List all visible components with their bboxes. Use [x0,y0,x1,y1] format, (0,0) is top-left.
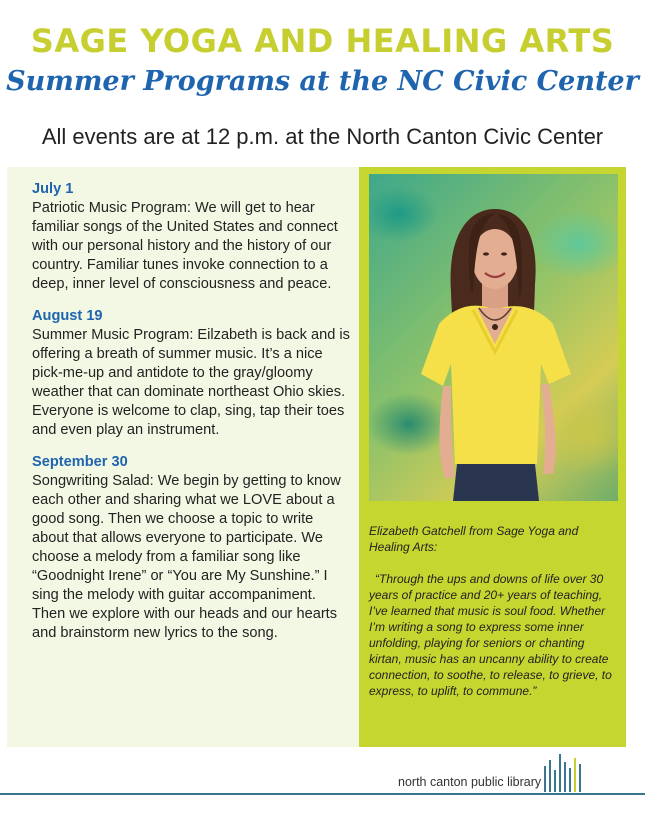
event-item [32,180,352,294]
page-title: SAGE YOGA AND HEALING ARTS [30,22,615,60]
event-description: Patriotic Music Program: We will get to hear familiar songs of the United States and connect with our personal history and the history of our country. Familiar tunes invoke connection to a deep, inner level of consciousness and peace. [32,200,338,292]
event-item [32,453,352,643]
library-name: north canton public library [398,775,542,789]
event-date: July 1 [32,181,74,197]
bottom-rule [0,793,645,795]
caption-quote: “Through the ups and downs of life over 30 years of practice and 20+ years of teaching, I’ve learned that music is soul food. Whether I’m writing a song to express some inner unfolding, playing for seniors or chanting kirtan, music has an uncanny ability to create connection, to soothe, to release, to grieve, to express, to uplift, to commune.” [369,572,612,698]
event-date: August 19 [32,308,103,324]
caption-credit: Elizabeth Gatchell from Sage Yoga and Healing Arts: [369,524,579,554]
photo-caption [369,523,619,699]
event-description: Summer Music Program: Eilzabeth is back and is offering a breath of summer music. It’s a nice pick-me-up and antidote to the gray/gloomy weather that can dominate northeast Ohio skies. Everyone is welcome to clap, sing, tap their toes and even play an instrument. [32,327,350,438]
event-description: Songwriting Salad: We begin by getting to know each other and sharing what we LOVE about a good song. Then we choose a topic to write about that allows everyone to participate. We choose a melody from a familiar song like “Goodnight Irene” or “You are My Sunshine.” I sing the melody with guitar accompaniment. Then we explore with our heads and our hearts and brainstorm new lyrics to the song. [32,473,341,641]
page-subtitle: Summer Programs at the NC Civic Center [6,66,639,97]
event-date: September 30 [32,454,128,470]
portrait-photo [369,174,618,501]
intro-text: All events are at 12 p.m. at the North Canton Civic Center [41,124,604,149]
events-list [32,180,352,656]
event-item [32,307,352,440]
library-logo-icon [543,752,587,792]
portrait-figure [369,174,618,501]
